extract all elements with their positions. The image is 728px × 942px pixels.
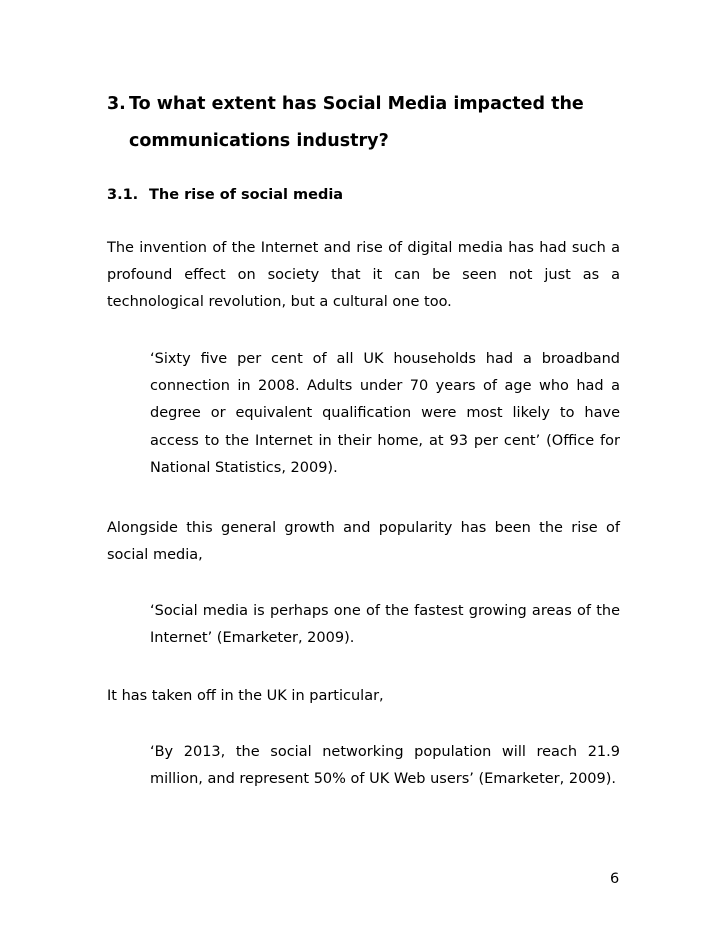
section-heading <box>107 86 627 160</box>
section-number: 3. <box>107 94 126 114</box>
subsection-number: 3.1. <box>107 187 139 203</box>
subsection-heading <box>107 184 343 206</box>
section-title-line-2: communications industry? <box>129 131 389 151</box>
body-paragraph-1: The invention of the Internet and rise of digital media has had such a profound effect on society that it can be seen not just as a technological revolution, but a cultural one too. <box>107 240 620 311</box>
block-quote-3: ‘By 2013, the social networking population will reach 21.9 million, and represent 50% of UK Web users’ (Emarketer, 2009). <box>150 744 620 788</box>
body-paragraph-3: It has taken off in the UK in particular, <box>107 688 384 704</box>
subsection-title: The rise of social media <box>149 187 344 203</box>
block-quote-2: ‘Social media is perhaps one of the fastest growing areas of the Internet’ (Emarketer, 2009). <box>150 603 620 647</box>
section-title-line-1: To what extent has Social Media impacted the <box>129 94 584 114</box>
page-number: 6 <box>610 871 620 887</box>
body-paragraph-2: Alongside this general growth and popularity has been the rise of social media, <box>107 520 620 564</box>
block-quote-1: ‘Sixty five per cent of all UK households had a broadband connection in 2008. Adults under 70 years of age who had a degree or equivalent qualification were most likely to have access to the Internet in their home, at 93 per cent’ (Office for National Statistics, 2009). <box>150 351 620 476</box>
